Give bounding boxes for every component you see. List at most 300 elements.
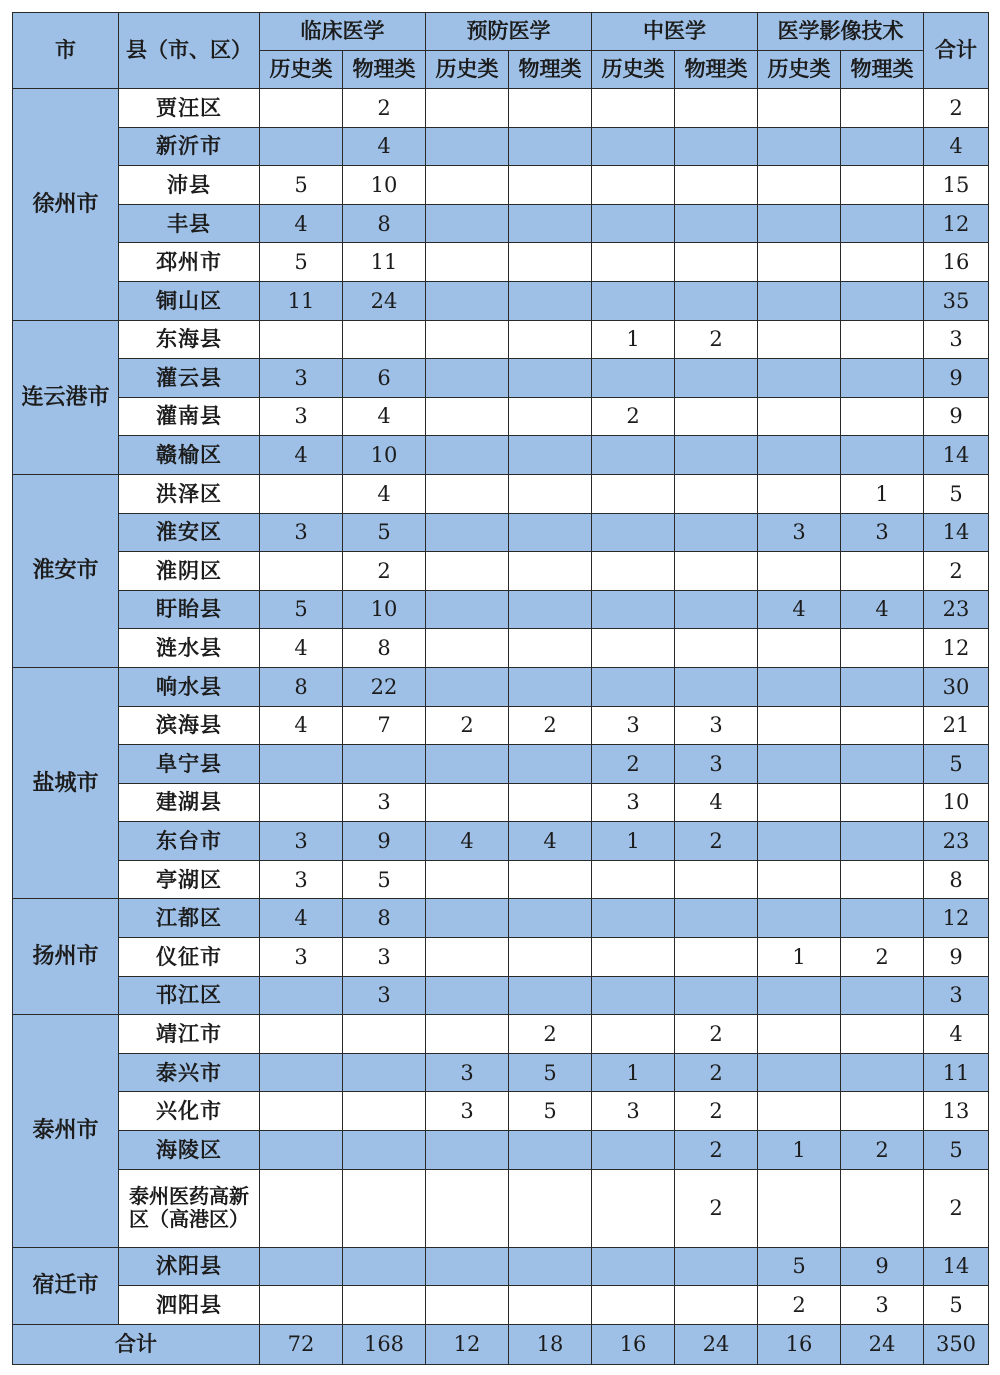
value-cell: 3 [675,745,758,784]
value-cell [426,513,509,552]
table-row [13,552,989,591]
value-cell [426,552,509,591]
value-cell [841,783,924,822]
value-cell: 3 [343,783,426,822]
value-cell [841,243,924,282]
value-cell [509,204,592,243]
value-cell [509,629,592,668]
county-cell: 邗江区 [119,976,260,1015]
table-row [13,1286,989,1325]
header-total: 合计 [924,13,989,89]
header-track-physics: 物理类 [841,51,924,89]
value-cell [592,204,675,243]
value-cell [592,166,675,205]
value-cell: 10 [343,590,426,629]
value-cell [841,89,924,128]
table-row [13,281,989,320]
value-cell [592,899,675,938]
table-row [13,629,989,668]
value-cell [426,281,509,320]
value-cell [675,513,758,552]
value-cell [758,397,841,436]
value-cell [841,899,924,938]
value-cell: 1 [592,822,675,861]
value-cell [592,474,675,513]
value-cell: 8 [260,667,343,706]
row-total-cell: 13 [924,1092,989,1131]
value-cell [426,976,509,1015]
row-total-cell: 14 [924,436,989,475]
county-cell: 东台市 [119,822,260,861]
value-cell [426,590,509,629]
header-track-history: 历史类 [426,51,509,89]
table-row [13,1169,989,1247]
city-cell: 徐州市 [13,89,119,321]
value-cell [260,320,343,359]
value-cell [260,976,343,1015]
value-cell [260,1015,343,1054]
value-cell [592,89,675,128]
value-cell [426,204,509,243]
value-cell [260,127,343,166]
value-cell [509,1247,592,1286]
value-cell [260,783,343,822]
county-cell: 盱眙县 [119,590,260,629]
value-cell [509,667,592,706]
county-cell: 海陵区 [119,1131,260,1170]
totals-cell: 24 [675,1324,758,1364]
value-cell [675,899,758,938]
value-cell [592,860,675,899]
value-cell: 3 [592,783,675,822]
value-cell [426,474,509,513]
table-row [13,204,989,243]
value-cell: 2 [675,320,758,359]
header-major-imaging: 医学影像技术 [758,13,924,51]
value-cell [509,474,592,513]
value-cell: 3 [758,513,841,552]
row-total-cell: 5 [924,745,989,784]
value-cell [260,1286,343,1325]
value-cell: 2 [509,1015,592,1054]
value-cell [509,89,592,128]
county-cell: 淮阴区 [119,552,260,591]
table-row [13,1247,989,1286]
value-cell [675,860,758,899]
value-cell: 3 [841,1286,924,1325]
value-cell: 8 [343,204,426,243]
value-cell: 5 [343,860,426,899]
value-cell [509,976,592,1015]
value-cell: 5 [343,513,426,552]
row-total-cell: 2 [924,1169,989,1247]
value-cell [426,938,509,977]
value-cell [343,1015,426,1054]
table-row [13,822,989,861]
value-cell: 3 [260,822,343,861]
value-cell: 3 [260,397,343,436]
value-cell [509,359,592,398]
value-cell: 5 [260,590,343,629]
value-cell [426,899,509,938]
table-row [13,359,989,398]
table-row [13,397,989,436]
row-total-cell: 4 [924,127,989,166]
value-cell [841,552,924,591]
value-cell: 2 [675,1053,758,1092]
value-cell: 24 [343,281,426,320]
value-cell [758,89,841,128]
county-cell: 响水县 [119,667,260,706]
value-cell [426,783,509,822]
county-cell: 滨海县 [119,706,260,745]
value-cell [509,783,592,822]
value-cell: 4 [260,706,343,745]
value-cell [343,1247,426,1286]
value-cell: 2 [343,89,426,128]
row-total-cell: 23 [924,590,989,629]
table-row [13,1053,989,1092]
table-row [13,590,989,629]
value-cell: 2 [758,1286,841,1325]
city-cell: 淮安市 [13,474,119,667]
value-cell: 2 [426,706,509,745]
value-cell [260,1169,343,1247]
value-cell [426,359,509,398]
totals-label: 合计 [13,1324,260,1364]
value-cell [675,281,758,320]
value-cell [509,513,592,552]
value-cell: 2 [675,1131,758,1170]
value-cell [592,436,675,475]
county-cell: 沭阳县 [119,1247,260,1286]
value-cell [592,1131,675,1170]
value-cell: 4 [343,397,426,436]
value-cell [841,822,924,861]
value-cell [675,590,758,629]
city-cell: 盐城市 [13,667,119,899]
value-cell: 7 [343,706,426,745]
row-total-cell: 2 [924,89,989,128]
value-cell: 4 [758,590,841,629]
value-cell [592,590,675,629]
value-cell [758,552,841,591]
value-cell [758,474,841,513]
table-row [13,89,989,128]
table-row [13,706,989,745]
value-cell [260,474,343,513]
value-cell [758,706,841,745]
value-cell [592,1286,675,1325]
county-cell: 仪征市 [119,938,260,977]
value-cell [426,436,509,475]
value-cell: 2 [675,1169,758,1247]
row-total-cell: 2 [924,552,989,591]
value-cell [592,667,675,706]
header-track-physics: 物理类 [675,51,758,89]
value-cell: 3 [343,976,426,1015]
header-track-history: 历史类 [758,51,841,89]
county-cell: 东海县 [119,320,260,359]
grand-total-cell: 350 [924,1324,989,1364]
value-cell: 10 [343,166,426,205]
county-cell: 沛县 [119,166,260,205]
value-cell: 4 [675,783,758,822]
table-row [13,436,989,475]
value-cell [426,166,509,205]
value-cell [592,938,675,977]
table-row [13,976,989,1015]
header-county: 县（市、区） [119,13,260,89]
value-cell [426,89,509,128]
value-cell [758,436,841,475]
header-track-history: 历史类 [260,51,343,89]
value-cell: 2 [675,1092,758,1131]
header-track-history: 历史类 [592,51,675,89]
value-cell: 1 [592,320,675,359]
county-cell: 建湖县 [119,783,260,822]
value-cell: 10 [343,436,426,475]
value-cell [841,127,924,166]
value-cell: 3 [675,706,758,745]
value-cell [509,552,592,591]
row-total-cell: 16 [924,243,989,282]
value-cell [426,860,509,899]
value-cell [841,706,924,745]
value-cell: 2 [343,552,426,591]
value-cell [260,1131,343,1170]
row-total-cell: 12 [924,204,989,243]
value-cell: 2 [675,1015,758,1054]
header-major-clinical: 临床医学 [260,13,426,51]
value-cell [841,166,924,205]
value-cell: 2 [841,1131,924,1170]
value-cell [675,1247,758,1286]
row-total-cell: 15 [924,166,989,205]
value-cell [758,1092,841,1131]
row-total-cell: 21 [924,706,989,745]
value-cell [841,359,924,398]
value-cell: 5 [260,166,343,205]
value-cell [841,397,924,436]
value-cell [509,397,592,436]
value-cell: 5 [509,1053,592,1092]
value-cell: 2 [841,938,924,977]
value-cell [758,320,841,359]
value-cell [758,783,841,822]
value-cell: 2 [675,822,758,861]
row-total-cell: 5 [924,474,989,513]
value-cell [509,590,592,629]
table-row [13,1015,989,1054]
value-cell [758,1053,841,1092]
value-cell: 4 [343,474,426,513]
header-major-preventive: 预防医学 [426,13,592,51]
value-cell [592,976,675,1015]
value-cell [426,1286,509,1325]
value-cell [675,204,758,243]
county-cell: 泰兴市 [119,1053,260,1092]
value-cell [592,127,675,166]
value-cell: 5 [260,243,343,282]
value-cell [675,436,758,475]
county-cell: 灌南县 [119,397,260,436]
row-total-cell: 5 [924,1131,989,1170]
value-cell [509,127,592,166]
totals-cell: 168 [343,1324,426,1364]
value-cell: 9 [343,822,426,861]
value-cell: 4 [343,127,426,166]
value-cell [758,166,841,205]
value-cell [509,436,592,475]
value-cell [592,1247,675,1286]
table-row [13,474,989,513]
county-cell: 江都区 [119,899,260,938]
county-cell: 涟水县 [119,629,260,668]
value-cell: 4 [509,822,592,861]
value-cell: 3 [260,938,343,977]
value-cell [758,822,841,861]
row-total-cell: 5 [924,1286,989,1325]
value-cell [758,860,841,899]
row-total-cell: 14 [924,513,989,552]
value-cell [343,1286,426,1325]
value-cell [841,745,924,784]
header-track-physics: 物理类 [509,51,592,89]
value-cell [758,1015,841,1054]
value-cell [260,89,343,128]
county-cell: 亭湖区 [119,860,260,899]
county-cell: 洪泽区 [119,474,260,513]
county-cell: 泗阳县 [119,1286,260,1325]
value-cell [675,127,758,166]
table-row [13,127,989,166]
value-cell [758,976,841,1015]
table-row [13,243,989,282]
value-cell [260,1092,343,1131]
header-track-physics: 物理类 [343,51,426,89]
row-total-cell: 23 [924,822,989,861]
value-cell [260,552,343,591]
value-cell: 1 [758,1131,841,1170]
value-cell [758,359,841,398]
value-cell: 6 [343,359,426,398]
value-cell [509,860,592,899]
county-cell: 靖江市 [119,1015,260,1054]
value-cell [260,1053,343,1092]
value-cell [841,976,924,1015]
table-row [13,667,989,706]
value-cell [675,552,758,591]
value-cell [509,1286,592,1325]
value-cell: 11 [343,243,426,282]
value-cell [841,629,924,668]
value-cell [592,243,675,282]
value-cell [758,899,841,938]
city-cell: 泰州市 [13,1015,119,1247]
table-row [13,1092,989,1131]
table-row [13,513,989,552]
value-cell [343,1131,426,1170]
row-total-cell: 14 [924,1247,989,1286]
value-cell: 4 [260,436,343,475]
value-cell: 1 [592,1053,675,1092]
value-cell: 1 [758,938,841,977]
value-cell [675,397,758,436]
value-cell [426,1015,509,1054]
table-row [13,745,989,784]
value-cell [675,89,758,128]
value-cell: 4 [426,822,509,861]
totals-row [13,1324,989,1364]
county-cell: 淮安区 [119,513,260,552]
value-cell [509,281,592,320]
value-cell [426,667,509,706]
value-cell: 3 [260,513,343,552]
quota-table [12,12,989,1365]
row-total-cell: 3 [924,320,989,359]
value-cell [426,127,509,166]
value-cell [343,320,426,359]
county-cell: 兴化市 [119,1092,260,1131]
row-total-cell: 11 [924,1053,989,1092]
row-total-cell: 9 [924,938,989,977]
value-cell: 22 [343,667,426,706]
value-cell: 5 [758,1247,841,1286]
county-cell: 贾汪区 [119,89,260,128]
value-cell [509,745,592,784]
totals-cell: 12 [426,1324,509,1364]
value-cell [592,359,675,398]
value-cell [841,1092,924,1131]
value-cell [509,1169,592,1247]
county-cell: 新沂市 [119,127,260,166]
value-cell [509,166,592,205]
value-cell [592,281,675,320]
county-cell: 邳州市 [119,243,260,282]
totals-cell: 16 [758,1324,841,1364]
row-total-cell: 35 [924,281,989,320]
value-cell [841,320,924,359]
value-cell: 8 [343,899,426,938]
value-cell [841,1053,924,1092]
value-cell [426,1131,509,1170]
table-row [13,320,989,359]
value-cell: 3 [592,706,675,745]
value-cell [592,629,675,668]
city-cell: 扬州市 [13,899,119,1015]
value-cell: 3 [592,1092,675,1131]
value-cell: 2 [592,745,675,784]
table-row [13,860,989,899]
value-cell [426,745,509,784]
table-row [13,783,989,822]
value-cell: 4 [260,629,343,668]
value-cell [343,745,426,784]
county-cell: 灌云县 [119,359,260,398]
totals-cell: 72 [260,1324,343,1364]
value-cell [758,1169,841,1247]
value-cell [758,745,841,784]
table-row [13,1131,989,1170]
row-total-cell: 4 [924,1015,989,1054]
value-cell [343,1053,426,1092]
value-cell [343,1092,426,1131]
county-cell: 铜山区 [119,281,260,320]
row-total-cell: 12 [924,899,989,938]
table-body [13,89,989,1325]
row-total-cell: 8 [924,860,989,899]
